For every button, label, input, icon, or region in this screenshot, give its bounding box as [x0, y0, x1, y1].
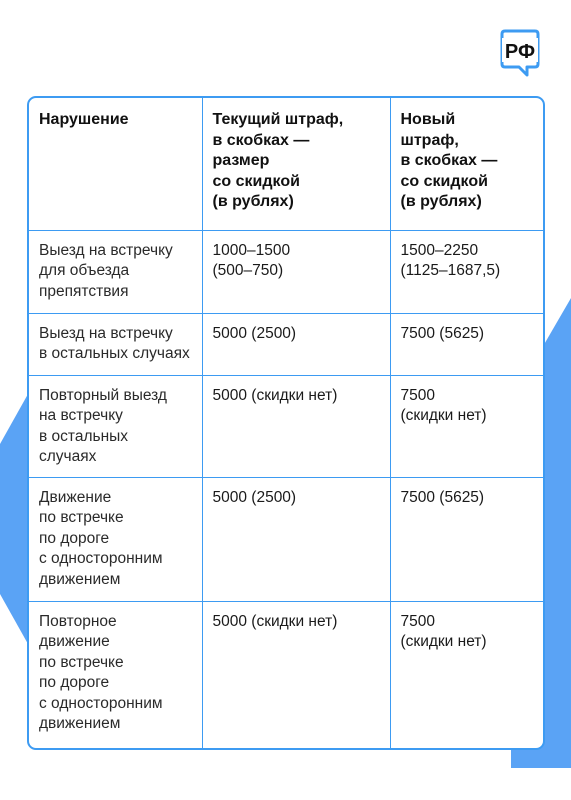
decorative-shape-left — [0, 394, 28, 644]
cell-violation: Повторный выезд на встречку в остальных случаях — [29, 375, 202, 477]
rf-logo-icon — [499, 28, 541, 80]
table-row — [29, 375, 543, 477]
cell-violation: Выезд на встречку для объезда препятствия — [29, 230, 202, 313]
cell-new-fine: 7500 (скидки нет) — [390, 601, 543, 748]
header-current-fine: Текущий штраф, в скобках — размер со скидкой (в рублях) — [202, 98, 390, 230]
cell-new-fine: 7500 (5625) — [390, 313, 543, 375]
table-header-row — [29, 98, 543, 230]
cell-current-fine: 5000 (2500) — [202, 477, 390, 601]
cell-violation: Выезд на встречку в остальных случаях — [29, 313, 202, 375]
table-row — [29, 313, 543, 375]
cell-current-fine: 5000 (скидки нет) — [202, 601, 390, 748]
cell-violation: Движение по встречке по дороге с односторонним движением — [29, 477, 202, 601]
fines-table-card — [27, 96, 545, 750]
cell-new-fine: 1500–2250 (1125–1687,5) — [390, 230, 543, 313]
table-row — [29, 477, 543, 601]
table-row — [29, 230, 543, 313]
cell-current-fine: 5000 (2500) — [202, 313, 390, 375]
header-violation: Нарушение — [29, 98, 202, 230]
cell-current-fine: 1000–1500 (500–750) — [202, 230, 390, 313]
fines-table — [29, 98, 543, 748]
cell-new-fine: 7500 (скидки нет) — [390, 375, 543, 477]
table-row — [29, 601, 543, 748]
header-new-fine: Новый штраф, в скобках — со скидкой (в рублях) — [390, 98, 543, 230]
logo-text: РФ — [504, 41, 536, 63]
cell-current-fine: 5000 (скидки нет) — [202, 375, 390, 477]
cell-new-fine: 7500 (5625) — [390, 477, 543, 601]
cell-violation: Повторное движение по встречке по дороге с односторонним движением — [29, 601, 202, 748]
